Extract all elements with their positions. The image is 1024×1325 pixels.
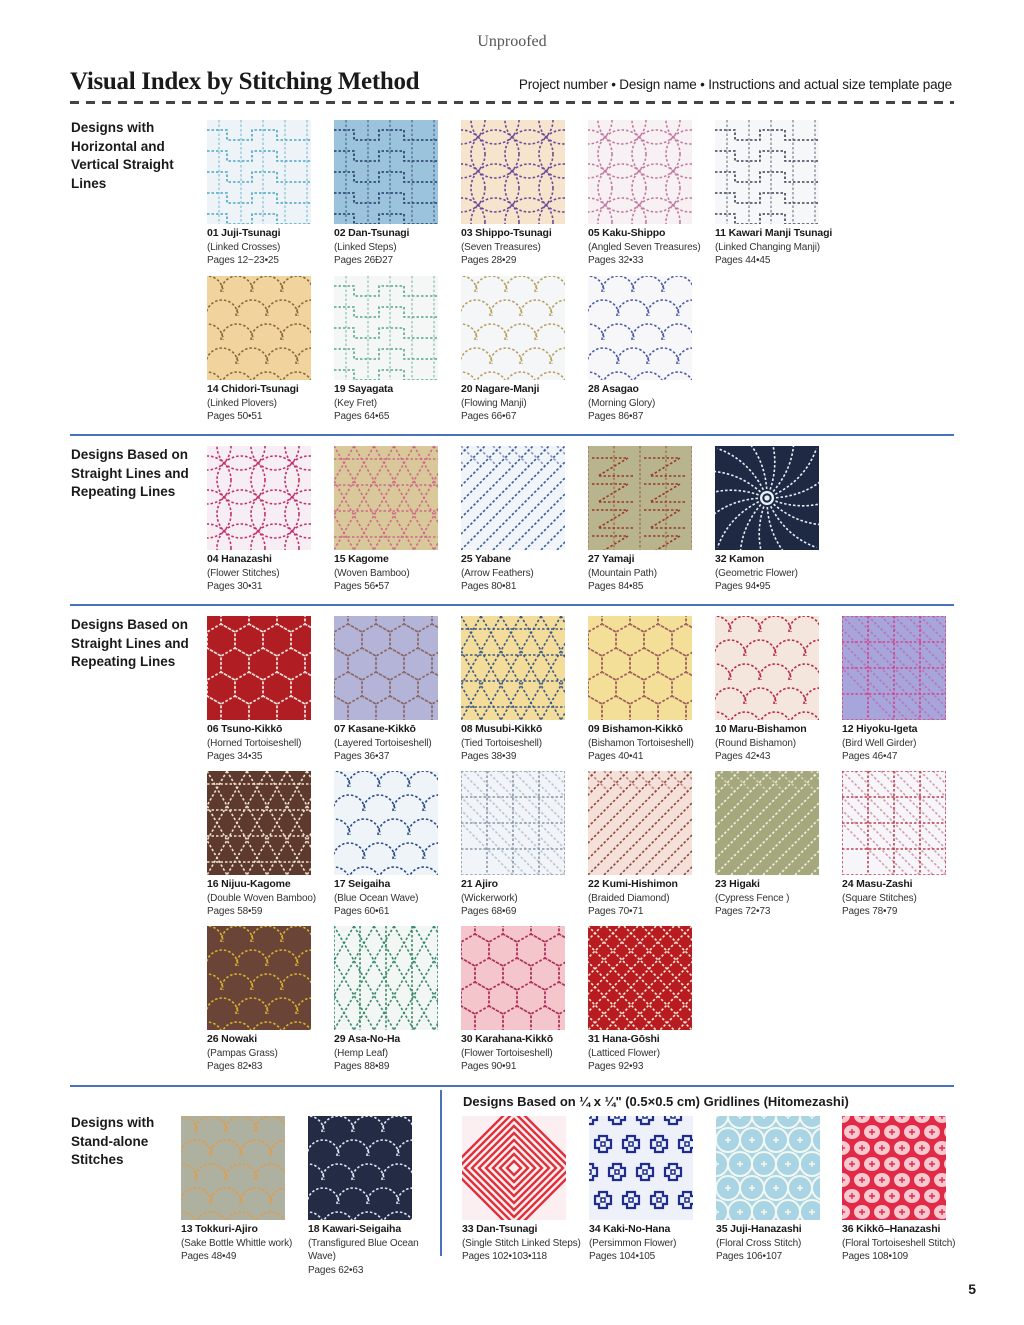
unproofed-watermark: Unproofed: [477, 33, 547, 50]
design-pages: Pages 44•45: [715, 255, 771, 266]
design-pages: Pages 90•91: [461, 1061, 517, 1072]
design-swatch-19: [334, 276, 438, 380]
design-swatch-25: [461, 446, 565, 550]
design-name: 04 Hanazashi: [207, 553, 272, 565]
design-name: 02 Dan-Tsunagi: [334, 227, 410, 239]
design-description: (Key Fret): [334, 397, 377, 409]
design-name: 28 Asagao: [588, 383, 639, 395]
design-caption: [588, 227, 710, 268]
design-swatch-10: [715, 616, 819, 720]
design-description: (Latticed Flower): [588, 1047, 660, 1059]
design-description: (Floral Tortoiseshell Stitch): [842, 1237, 956, 1249]
design-description: (Morning Glory): [588, 397, 656, 409]
design-name: 23 Higaki: [715, 878, 760, 890]
design-description: (Woven Bamboo): [334, 567, 410, 579]
design-swatch-04: [207, 446, 311, 550]
section-label-horizontal-vertical: Designs with Horizontal and Vertical Straight Lines: [71, 120, 174, 191]
vertical-separator: [440, 1090, 442, 1256]
design-swatch-18: [308, 1116, 412, 1220]
design-caption: [588, 1033, 710, 1074]
design-swatch-36: [842, 1116, 946, 1220]
design-description: (Single Stitch Linked Steps): [462, 1237, 581, 1249]
section-label-straight-repeating-2: Designs Based on Straight Lines and Repeating Lines: [71, 617, 189, 669]
design-pages: Pages 84•85: [588, 581, 644, 592]
design-caption: [589, 1223, 711, 1264]
design-description: (Square Stitches): [842, 892, 917, 904]
design-name: 07 Kasane-Kikkō: [334, 723, 416, 735]
design-caption: [588, 383, 710, 424]
hitomezashi-heading: Designs Based on ¼ x ¼" (0.5×0.5 cm) Gridlines (Hitomezashi): [463, 1094, 849, 1109]
design-caption: [334, 723, 456, 764]
design-pages: Pages 36•37: [334, 751, 390, 762]
design-description: (Flowing Manji): [461, 397, 527, 409]
design-swatch-15: [334, 446, 438, 550]
design-description: (Angled Seven Treasures): [588, 241, 701, 253]
design-description: (Round Bishamon): [715, 737, 796, 749]
design-description: (Hemp Leaf): [334, 1047, 388, 1059]
design-description: (Bird Well Girder): [842, 737, 917, 749]
design-caption: [461, 1033, 583, 1074]
design-description: (Braided Diamond): [588, 892, 670, 904]
design-description: (Persimmon Flower): [589, 1237, 677, 1249]
design-caption: [334, 1033, 456, 1074]
design-pages: Pages 64•65: [334, 411, 390, 422]
design-description: (Sake Bottle Whittle work): [181, 1237, 293, 1249]
design-caption: [334, 383, 456, 424]
design-description: (Pampas Grass): [207, 1047, 278, 1059]
design-name: 12 Hiyoku-Igeta: [842, 723, 918, 735]
design-name: 11 Kawari Manji Tsunagi: [715, 227, 833, 239]
design-pages: Pages 106•107: [716, 1251, 783, 1262]
design-description: (Flower Stitches): [207, 567, 280, 579]
design-name: 14 Chidori-Tsunagi: [207, 383, 299, 395]
design-caption: [715, 723, 837, 764]
design-swatch-35: [716, 1116, 820, 1220]
design-swatch-13: [181, 1116, 285, 1220]
design-swatch-20: [461, 276, 565, 380]
design-description: (Flower Tortoiseshell): [461, 1047, 553, 1059]
design-name: 13 Tokkuri-Ajiro: [181, 1223, 258, 1235]
design-caption: [461, 878, 583, 919]
design-swatch-32: [715, 446, 819, 550]
design-pages: Pages 72•73: [715, 906, 771, 917]
design-pages: Pages 82•83: [207, 1061, 263, 1072]
design-description: (Transfigured Blue Ocean Wave): [308, 1237, 419, 1262]
section-label-stand-alone: Designs with Stand-alone Stitches: [71, 1115, 155, 1167]
design-name: 06 Tsuno-Kikkō: [207, 723, 283, 735]
design-description: (Seven Treasures): [461, 241, 541, 253]
design-name: 36 Kikkō–Hanazashi: [842, 1223, 941, 1235]
design-caption: [308, 1223, 430, 1277]
design-name: 27 Yamaji: [588, 553, 635, 565]
design-swatch-24: [842, 771, 946, 875]
design-pages: Pages 12~23•25: [207, 255, 279, 266]
design-description: (Double Woven Bamboo): [207, 892, 316, 904]
design-pages: Pages 38•39: [461, 751, 517, 762]
section-separator: [70, 604, 954, 606]
design-pages: Pages 26Ð27: [334, 255, 393, 266]
design-name: 20 Nagare-Manji: [461, 383, 540, 395]
design-description: (Linked Steps): [334, 241, 397, 253]
design-caption: [207, 227, 329, 268]
design-description: (Horned Tortoiseshell): [207, 737, 302, 749]
design-pages: Pages 104•105: [589, 1251, 656, 1262]
design-name: 03 Shippo-Tsunagi: [461, 227, 552, 239]
section-separator: [70, 1085, 954, 1087]
design-name: 15 Kagome: [334, 553, 389, 565]
design-pages: Pages 70•71: [588, 906, 644, 917]
design-pages: Pages 60•61: [334, 906, 390, 917]
design-name: 31 Hana-Gōshi: [588, 1033, 660, 1045]
design-name: 18 Kawari-Seigaiha: [308, 1223, 402, 1235]
design-caption: [588, 723, 710, 764]
design-pages: Pages 88•89: [334, 1061, 390, 1072]
design-pages: Pages 102•103•118: [462, 1251, 547, 1262]
design-caption: [207, 383, 329, 424]
design-swatch-34: [589, 1116, 693, 1220]
design-name: 08 Musubi-Kikkō: [461, 723, 543, 735]
design-caption: [842, 1223, 964, 1264]
design-caption: [181, 1223, 303, 1264]
design-caption: [207, 878, 329, 919]
design-caption: [842, 723, 964, 764]
design-swatch-31: [588, 926, 692, 1030]
design-pages: Pages 50•51: [207, 411, 263, 422]
design-name: 34 Kaki-No-Hana: [589, 1223, 671, 1235]
design-name: 35 Juji-Hanazashi: [716, 1223, 802, 1235]
design-caption: [715, 878, 837, 919]
design-swatch-29: [334, 926, 438, 1030]
design-swatch-27: [588, 446, 692, 550]
design-caption: [461, 383, 583, 424]
design-name: 09 Bishamon-Kikkō: [588, 723, 683, 735]
design-name: 30 Karahana-Kikkō: [461, 1033, 553, 1045]
design-swatch-33: [462, 1116, 566, 1220]
design-caption: [842, 878, 964, 919]
design-caption: [461, 553, 583, 594]
design-description: (Geometric Flower): [715, 567, 798, 579]
page-title: Visual Index by Stitching Method: [70, 68, 420, 95]
section-label-straight-repeating-1: Designs Based on Straight Lines and Repeating Lines: [71, 447, 189, 499]
design-name: 10 Maru-Bishamon: [715, 723, 807, 735]
design-caption: [334, 553, 456, 594]
design-caption: [207, 723, 329, 764]
design-caption: [334, 227, 456, 268]
design-description: (Wickerwork): [461, 892, 518, 904]
design-swatch-26: [207, 926, 311, 1030]
design-swatch-22: [588, 771, 692, 875]
design-pages: Pages 46•47: [842, 751, 898, 762]
design-pages: Pages 58•59: [207, 906, 263, 917]
design-caption: [588, 878, 710, 919]
dashed-divider: [70, 101, 954, 104]
design-swatch-17: [334, 771, 438, 875]
design-swatch-06: [207, 616, 311, 720]
design-description: (Mountain Path): [588, 567, 657, 579]
design-caption: [716, 1223, 838, 1264]
design-name: 17 Seigaiha: [334, 878, 391, 890]
design-name: 19 Sayagata: [334, 383, 394, 395]
design-swatch-11: [715, 120, 819, 224]
design-caption: [588, 553, 710, 594]
design-pages: Pages 92•93: [588, 1061, 644, 1072]
design-name: 33 Dan-Tsunagi: [462, 1223, 538, 1235]
design-description: (Linked Crosses): [207, 241, 281, 253]
design-caption: [715, 227, 837, 268]
design-swatch-05: [588, 120, 692, 224]
design-pages: Pages 48•49: [181, 1251, 237, 1262]
design-name: 22 Kumi-Hishimon: [588, 878, 678, 890]
design-description: (Bishamon Tortoiseshell): [588, 737, 694, 749]
design-name: 16 Nijuu-Kagome: [207, 878, 291, 890]
design-pages: Pages 66•67: [461, 411, 517, 422]
page-number: 5: [968, 1281, 976, 1297]
design-name: 32 Kamon: [715, 553, 764, 565]
design-pages: Pages 56•57: [334, 581, 390, 592]
design-pages: Pages 40•41: [588, 751, 644, 762]
design-swatch-21: [461, 771, 565, 875]
design-pages: Pages 94•95: [715, 581, 771, 592]
design-caption: [715, 553, 837, 594]
design-swatch-14: [207, 276, 311, 380]
design-description: (Blue Ocean Wave): [334, 892, 419, 904]
design-name: 26 Nowaki: [207, 1033, 258, 1045]
design-pages: Pages 80•81: [461, 581, 517, 592]
design-pages: Pages 86•87: [588, 411, 644, 422]
design-swatch-23: [715, 771, 819, 875]
legend-text: Project number • Design name • Instructions and actual size template page: [518, 77, 952, 92]
design-description: (Arrow Feathers): [461, 567, 534, 579]
design-swatch-01: [207, 120, 311, 224]
design-description: (Floral Cross Stitch): [716, 1237, 802, 1249]
design-description: (Linked Changing Manji): [715, 241, 820, 253]
design-swatch-16: [207, 771, 311, 875]
design-name: 01 Juji-Tsunagi: [207, 227, 281, 239]
design-pages: Pages 34•35: [207, 751, 263, 762]
design-swatch-07: [334, 616, 438, 720]
design-caption: [334, 878, 456, 919]
design-name: 24 Masu-Zashi: [842, 878, 913, 890]
design-pages: Pages 28•29: [461, 255, 517, 266]
design-pages: Pages 42•43: [715, 751, 771, 762]
design-caption: [207, 1033, 329, 1074]
design-swatch-09: [588, 616, 692, 720]
design-description: (Cypress Fence ): [715, 892, 790, 904]
design-caption: [207, 553, 329, 594]
section-separator: [70, 434, 954, 436]
design-pages: Pages 32•33: [588, 255, 644, 266]
design-caption: [462, 1223, 584, 1264]
design-name: 05 Kaku-Shippo: [588, 227, 666, 239]
design-name: 21 Ajiro: [461, 878, 498, 890]
design-description: (Layered Tortoiseshell): [334, 737, 432, 749]
design-swatch-28: [588, 276, 692, 380]
design-description: (Tied Tortoiseshell): [461, 737, 542, 749]
design-pages: Pages 30•31: [207, 581, 263, 592]
design-name: 29 Asa-No-Ha: [334, 1033, 401, 1045]
design-swatch-08: [461, 616, 565, 720]
design-pages: Pages 62•63: [308, 1264, 364, 1276]
design-name: 25 Yabane: [461, 553, 511, 565]
design-swatch-12: [842, 616, 946, 720]
design-pages: Pages 68•69: [461, 906, 517, 917]
design-pages: Pages 108•109: [842, 1251, 909, 1262]
design-description: (Linked Plovers): [207, 397, 277, 409]
design-swatch-03: [461, 120, 565, 224]
design-pages: Pages 78•79: [842, 906, 898, 917]
design-swatch-30: [461, 926, 565, 1030]
design-caption: [461, 723, 583, 764]
design-swatch-02: [334, 120, 438, 224]
design-caption: [461, 227, 583, 268]
